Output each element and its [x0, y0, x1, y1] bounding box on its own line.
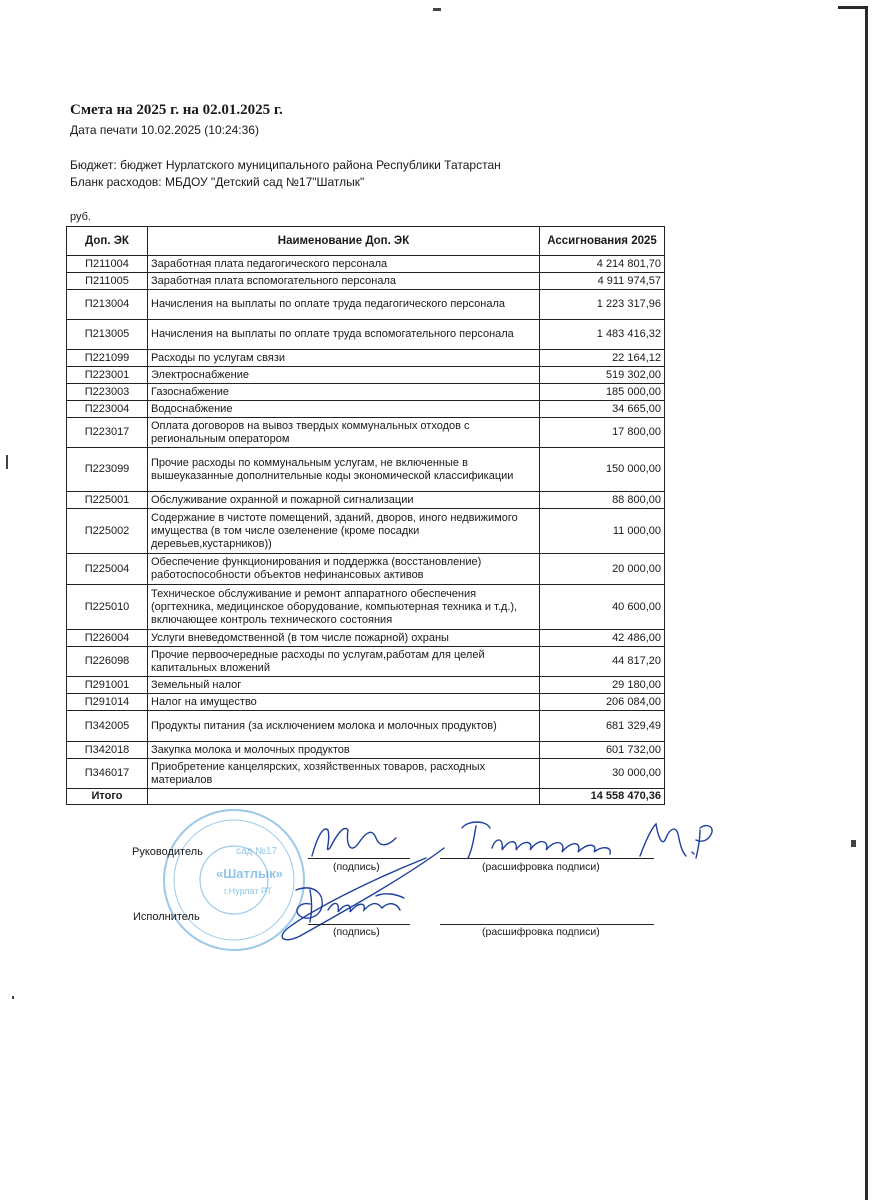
- row-amount: 681 329,49: [540, 711, 665, 742]
- table-row: [67, 418, 665, 448]
- total-label: Итого: [67, 789, 148, 805]
- table-row: [67, 694, 665, 711]
- row-amount: 150 000,00: [540, 448, 665, 492]
- row-name: Обслуживание охранной и пожарной сигнализации: [148, 492, 540, 509]
- column-header-name: Наименование Доп. ЭК: [148, 227, 540, 256]
- scan-speck: [12, 996, 14, 999]
- row-amount: 20 000,00: [540, 554, 665, 585]
- row-amount: 1 483 416,32: [540, 320, 665, 350]
- row-name: Электроснабжение: [148, 367, 540, 384]
- row-code: П213005: [67, 320, 148, 350]
- row-name: Обеспечение функционирования и поддержка (восстановление) работоспособности объектов нефинансовых активов: [148, 554, 540, 585]
- table-row: [67, 401, 665, 418]
- row-code: П225001: [67, 492, 148, 509]
- row-code: П223003: [67, 384, 148, 401]
- table-row: [67, 647, 665, 677]
- row-amount: 185 000,00: [540, 384, 665, 401]
- executor-decoding-line: [440, 924, 654, 925]
- total-amount: 14 558 470,36: [540, 789, 665, 805]
- row-name: Оплата договоров на вывоз твердых коммунальных отходов с региональным оператором: [148, 418, 540, 448]
- row-name: Расходы по услугам связи: [148, 350, 540, 367]
- row-amount: 11 000,00: [540, 509, 665, 554]
- row-name: Закупка молока и молочных продуктов: [148, 742, 540, 759]
- table-row: [67, 585, 665, 630]
- row-code: П223099: [67, 448, 148, 492]
- row-name: Заработная плата вспомогательного персонала: [148, 273, 540, 290]
- table-row: [67, 759, 665, 789]
- row-code: П226098: [67, 647, 148, 677]
- currency-unit: руб.: [70, 211, 91, 223]
- table-row: [67, 711, 665, 742]
- executor-signature-caption: (подпись): [333, 926, 380, 938]
- row-amount: 29 180,00: [540, 677, 665, 694]
- row-name: Услуги вневедомственной (в том числе пожарной) охраны: [148, 630, 540, 647]
- print-date: Дата печати 10.02.2025 (10:24:36): [70, 123, 259, 137]
- table-row: [67, 448, 665, 492]
- budget-line: Бюджет: бюджет Нурлатского муниципального района Республики Татарстан: [70, 158, 501, 172]
- table-row: [67, 492, 665, 509]
- row-code: П342005: [67, 711, 148, 742]
- row-code: П291001: [67, 677, 148, 694]
- row-amount: 44 817,20: [540, 647, 665, 677]
- executor-decoding-caption: (расшифровка подписи): [482, 926, 600, 938]
- row-name: Газоснабжение: [148, 384, 540, 401]
- head-decoding-caption: (расшифровка подписи): [482, 861, 600, 873]
- scan-speck: [433, 8, 441, 11]
- row-name: Налог на имущество: [148, 694, 540, 711]
- column-header-code: Доп. ЭК: [67, 227, 148, 256]
- head-signature-line: [308, 858, 410, 859]
- row-amount: 17 800,00: [540, 418, 665, 448]
- row-amount: 1 223 317,96: [540, 290, 665, 320]
- row-name: Содержание в чистоте помещений, зданий, дворов, иного недвижимого имущества (в том числе озеленение (кроме посадки деревьев,кустарников)): [148, 509, 540, 554]
- row-code: П223004: [67, 401, 148, 418]
- table-row: [67, 256, 665, 273]
- row-code: П223001: [67, 367, 148, 384]
- row-name: Водоснабжение: [148, 401, 540, 418]
- scan-speck: [6, 455, 8, 469]
- budget-table: [66, 226, 665, 805]
- row-name: Продукты питания (за исключением молока и молочных продуктов): [148, 711, 540, 742]
- row-amount: 206 084,00: [540, 694, 665, 711]
- row-name: Начисления на выплаты по оплате труда вспомогательного персонала: [148, 320, 540, 350]
- table-row: [67, 630, 665, 647]
- blank-line: Бланк расходов: МБДОУ "Детский сад №17"Шатлык": [70, 175, 365, 189]
- row-code: П211004: [67, 256, 148, 273]
- table-row: [67, 384, 665, 401]
- table-row: [67, 742, 665, 759]
- table-row: [67, 273, 665, 290]
- table-row: [67, 509, 665, 554]
- row-code: П226004: [67, 630, 148, 647]
- table-header-row: [67, 227, 665, 256]
- table-row: [67, 554, 665, 585]
- row-code: П211005: [67, 273, 148, 290]
- row-amount: 601 732,00: [540, 742, 665, 759]
- row-amount: 42 486,00: [540, 630, 665, 647]
- row-name: Начисления на выплаты по оплате труда педагогического персонала: [148, 290, 540, 320]
- total-empty: [148, 789, 540, 805]
- row-amount: 519 302,00: [540, 367, 665, 384]
- document-title: Смета на 2025 г. на 02.01.2025 г.: [70, 102, 283, 118]
- row-amount: 40 600,00: [540, 585, 665, 630]
- head-decoding-line: [440, 858, 654, 859]
- scan-speck: [851, 840, 856, 847]
- row-code: П225002: [67, 509, 148, 554]
- row-name: Прочие расходы по коммунальным услугам, не включенные в вышеуказанные дополнительные коды экономической классификации: [148, 448, 540, 492]
- executor-label: Исполнитель: [133, 911, 200, 923]
- table-row: [67, 367, 665, 384]
- row-amount: 4 214 801,70: [540, 256, 665, 273]
- head-decoding: [462, 822, 712, 858]
- row-code: П223017: [67, 418, 148, 448]
- stamp-text-city: г.Нурлат РТ: [224, 886, 273, 896]
- stamp-text-num: сад №17: [236, 846, 278, 857]
- row-code: П213004: [67, 290, 148, 320]
- row-code: П291014: [67, 694, 148, 711]
- row-amount: 22 164,12: [540, 350, 665, 367]
- row-name: Заработная плата педагогического персонала: [148, 256, 540, 273]
- row-code: П221099: [67, 350, 148, 367]
- row-amount: 34 665,00: [540, 401, 665, 418]
- scan-corner: [838, 6, 868, 9]
- row-code: П346017: [67, 759, 148, 789]
- table-row: [67, 290, 665, 320]
- head-signature-caption: (подпись): [333, 861, 380, 873]
- row-amount: 4 911 974,57: [540, 273, 665, 290]
- row-name: Техническое обслуживание и ремонт аппаратного обеспечения (оргтехника, медицинское оборудование, компьютерная техника и т.д.), включающее контроль технического состояния: [148, 585, 540, 630]
- head-signature: [312, 828, 396, 856]
- row-code: П342018: [67, 742, 148, 759]
- executor-signature: [296, 888, 404, 922]
- table-row: [67, 320, 665, 350]
- column-header-amount: Ассигнования 2025: [540, 227, 665, 256]
- row-name: Прочие первоочередные расходы по услугам,работам для целей капитальных вложений: [148, 647, 540, 677]
- head-label: Руководитель: [132, 846, 203, 858]
- row-code: П225010: [67, 585, 148, 630]
- row-name: Земельный налог: [148, 677, 540, 694]
- total-row: [67, 789, 665, 805]
- stamp-text-name: «Шатлык»: [216, 866, 283, 881]
- scan-edge: [865, 6, 868, 1200]
- row-amount: 88 800,00: [540, 492, 665, 509]
- executor-signature-line: [308, 924, 410, 925]
- row-name: Приобретение канцелярских, хозяйственных товаров, расходных материалов: [148, 759, 540, 789]
- table-row: [67, 350, 665, 367]
- handwritten-signatures: [200, 818, 720, 948]
- row-amount: 30 000,00: [540, 759, 665, 789]
- row-code: П225004: [67, 554, 148, 585]
- table-row: [67, 677, 665, 694]
